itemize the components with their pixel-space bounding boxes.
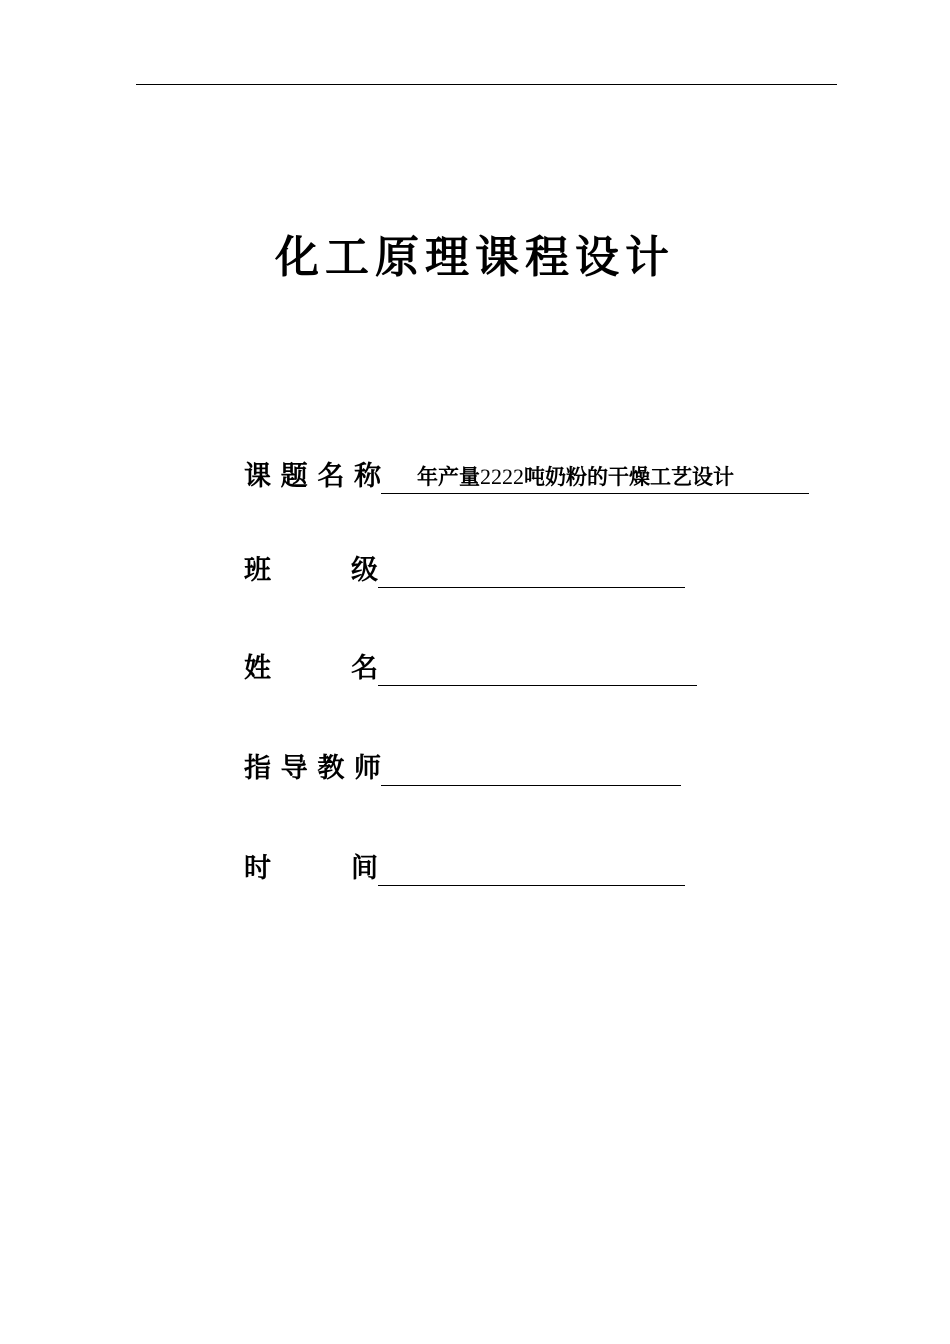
field-value-name[interactable]	[378, 652, 697, 686]
field-value-class[interactable]	[378, 554, 685, 588]
document-title: 化工原理课程设计	[275, 232, 675, 283]
label-char: 级	[351, 555, 378, 586]
label-char: 名	[317, 461, 345, 492]
label-char: 名	[351, 653, 378, 684]
field-row-name	[244, 650, 697, 686]
label-char: 师	[353, 753, 381, 784]
field-label-time	[244, 852, 378, 886]
label-char: 班	[244, 555, 271, 586]
field-value-advisor[interactable]	[381, 752, 681, 786]
field-label-advisor	[244, 752, 381, 786]
header-rule	[136, 84, 837, 85]
field-value-topic	[381, 460, 809, 494]
label-char: 指	[244, 753, 271, 784]
field-label-topic	[244, 460, 381, 494]
label-char: 时	[244, 853, 271, 884]
topic-suffix: 吨奶粉的干燥工艺设计	[524, 464, 734, 489]
label-char: 称	[353, 461, 381, 492]
field-row-topic	[244, 458, 809, 494]
label-char: 题	[280, 461, 308, 492]
field-row-advisor	[244, 750, 681, 786]
field-label-name	[244, 652, 378, 686]
field-value-time[interactable]	[378, 852, 685, 886]
label-char: 姓	[244, 653, 271, 684]
label-char: 课	[244, 461, 271, 492]
label-char: 导	[280, 753, 308, 784]
label-char: 教	[317, 753, 345, 784]
topic-prefix: 年产量	[417, 464, 480, 489]
field-row-time	[244, 850, 685, 886]
field-label-class	[244, 554, 378, 588]
topic-number: 2222	[480, 464, 524, 489]
label-char: 间	[351, 853, 378, 884]
field-row-class	[244, 552, 685, 588]
